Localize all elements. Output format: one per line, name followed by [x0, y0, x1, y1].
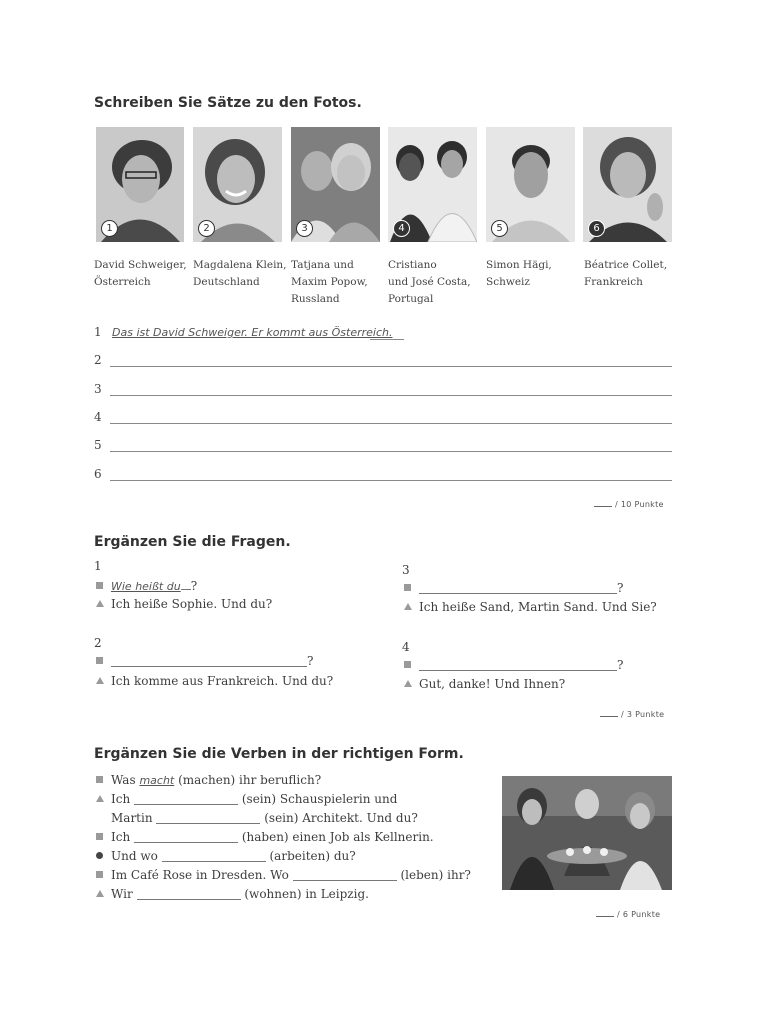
answer-row-4: Gut, danke! Und Ihnen? [404, 677, 565, 691]
dialog-line-6: Im Café Rose in Dresden. Wo (leben) ihr? [96, 868, 471, 882]
line-number: 1 [94, 325, 102, 339]
photo-caption-3: Tatjana und Maxim Popow, Russland [291, 259, 368, 305]
answer-line-2[interactable] [110, 366, 672, 367]
dialog-line-7: Wir (wohnen) in Leipzig. [96, 887, 369, 901]
question-row-3[interactable]: ? [404, 581, 623, 595]
photo-number: 4 [393, 220, 410, 237]
section3-heading: Ergänzen Sie die Verben in der richtigen Form. [94, 746, 464, 762]
square-bullet-icon [404, 661, 411, 668]
triangle-bullet-icon [96, 677, 104, 684]
square-bullet-icon [404, 584, 411, 591]
blank-field[interactable] [156, 813, 260, 824]
line-number: 2 [94, 353, 102, 367]
handwritten-answer: Wie heißt du [111, 580, 181, 593]
section2-heading: Ergänzen Sie die Fragen. [94, 534, 291, 550]
photo-caption-4: Cristiano und José Costa, Portugal [388, 259, 471, 305]
question-row-4[interactable]: ? [404, 658, 623, 672]
cafe-photo [502, 776, 672, 890]
photo-caption-1: David Schweiger, Österreich [94, 259, 187, 288]
points-box [600, 710, 664, 719]
blank-field[interactable] [134, 794, 238, 805]
photo-caption-2: Magdalena Klein, Deutschland [193, 259, 287, 288]
example-answer: Das ist David Schweiger. Er kommt aus Österreich. [112, 326, 393, 339]
circle-bullet-icon [96, 852, 103, 859]
line-number: 3 [94, 382, 102, 396]
photo-1 [96, 127, 184, 242]
answer-row-1: Ich heiße Sophie. Und du? [96, 597, 272, 611]
answer-line-4[interactable] [110, 423, 672, 424]
photo-number: 5 [491, 220, 508, 237]
photo-5 [486, 127, 575, 242]
question-number: 4 [402, 640, 410, 654]
line-number: 4 [94, 410, 102, 424]
line-number: 6 [94, 467, 102, 481]
square-bullet-icon [96, 833, 103, 840]
question-row-1: Wie heißt du ? [96, 579, 197, 593]
photo-number: 6 [588, 220, 605, 237]
photo-caption-6: Béatrice Collet, Frankreich [584, 259, 668, 288]
photo-number: 2 [198, 220, 215, 237]
answer-line-6[interactable] [110, 480, 672, 481]
square-bullet-icon [96, 776, 103, 783]
points-label: / 6 Punkte [617, 910, 661, 919]
question-number: 3 [402, 563, 410, 577]
triangle-bullet-icon [96, 600, 104, 607]
blank-field[interactable] [293, 870, 397, 881]
answer-row-3: Ich heiße Sand, Martin Sand. Und Sie? [404, 600, 657, 614]
handwritten-answer: macht [139, 774, 175, 787]
blank-field[interactable] [111, 656, 307, 667]
points-box [594, 500, 664, 509]
photo-caption-5: Simon Hägi, Schweiz [486, 259, 552, 288]
photo-6 [583, 127, 672, 242]
dialog-line-4: Ich (haben) einen Job als Kellnerin. [96, 830, 434, 844]
dialog-line-3: Martin (sein) Architekt. Und du? [111, 811, 418, 825]
blank-field[interactable] [137, 889, 241, 900]
square-bullet-icon [96, 871, 103, 878]
answer-line-1-tail [370, 339, 404, 340]
square-bullet-icon [96, 657, 103, 664]
photo-2 [193, 127, 282, 242]
points-label: / 3 Punkte [621, 710, 665, 719]
question-row-2[interactable]: ? [96, 654, 313, 668]
question-number: 1 [94, 559, 102, 573]
triangle-bullet-icon [404, 603, 412, 610]
section1-heading: Schreiben Sie Sätze zu den Fotos. [94, 95, 362, 111]
square-bullet-icon [96, 582, 103, 589]
blank-field[interactable] [134, 832, 238, 843]
photo-4 [388, 127, 477, 242]
photo-number: 3 [296, 220, 313, 237]
points-box [596, 910, 660, 919]
dialog-line-5: Und wo (arbeiten) du? [96, 849, 356, 863]
line-number: 5 [94, 438, 102, 452]
cafe-scene-icon [502, 776, 672, 890]
blank-field[interactable] [419, 583, 617, 594]
dialog-line-1: Was macht (machen) ihr beruflich? [96, 773, 321, 787]
answer-line-3[interactable] [110, 395, 672, 396]
triangle-bullet-icon [96, 795, 104, 802]
blank-field[interactable] [419, 660, 617, 671]
blank-field[interactable] [162, 851, 266, 862]
triangle-bullet-icon [96, 890, 104, 897]
answer-line-5[interactable] [110, 451, 672, 452]
answer-row-2: Ich komme aus Frankreich. Und du? [96, 674, 333, 688]
photo-3 [291, 127, 380, 242]
dialog-line-2: Ich (sein) Schauspielerin und [96, 792, 397, 806]
question-number: 2 [94, 636, 102, 650]
triangle-bullet-icon [404, 680, 412, 687]
points-label: / 10 Punkte [615, 500, 664, 509]
photo-number: 1 [101, 220, 118, 237]
